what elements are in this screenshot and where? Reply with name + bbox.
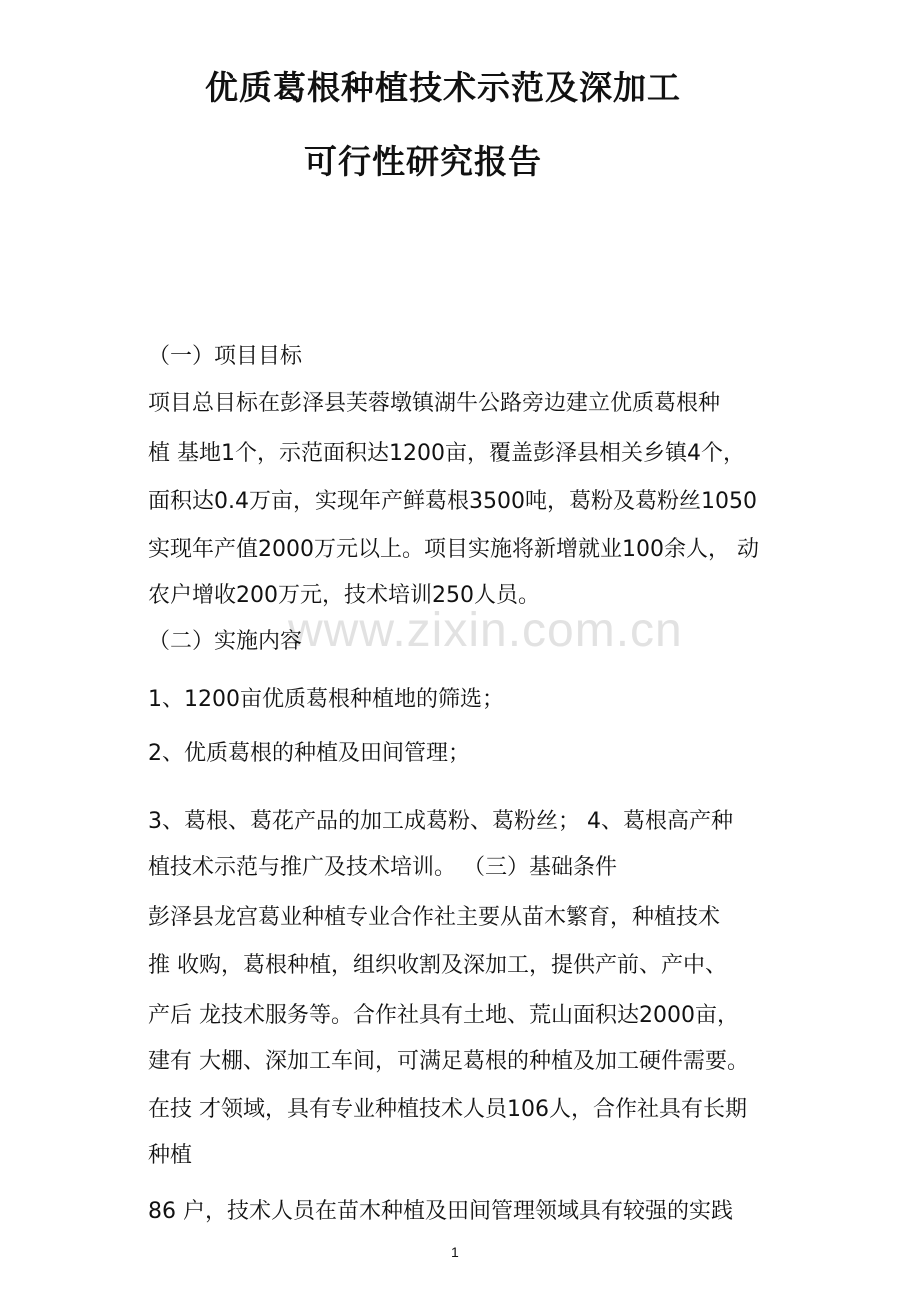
body-line: 种植 (148, 1143, 193, 1168)
list-item: 2、优质葛根的种植及田间管理； (148, 741, 470, 766)
body-line: 建有 大棚、深加工车间，可满足葛根的种植及加工硬件需要。 (148, 1049, 749, 1074)
body-line: 项目总目标在彭泽县芙蓉墩镇湖牛公路旁边建立优质葛根种 (148, 391, 721, 416)
body-line: 实现年产值2000万元以上。项目实施将新增就业100余人， 动 (148, 537, 759, 562)
document-title-line-1: 优质葛根种植技术示范及深加工 (205, 68, 681, 107)
body-line: 86 户，技术人员在苗木种植及田间管理领域具有较强的实践 (148, 1199, 733, 1224)
body-line: 植 基地1个，示范面积达1200亩，覆盖彭泽县相关乡镇4个， (148, 441, 745, 466)
body-line: 农户增收200万元，技术培训250人员。 (148, 583, 540, 608)
body-line: 彭泽县龙宫葛业种植专业合作社主要从苗木繁育，种植技术 (148, 905, 721, 930)
body-line: 推 收购，葛根种植，组织收割及深加工，提供产前、产中、 (148, 953, 727, 978)
watermark: www.zixin.com.cn (288, 604, 683, 657)
body-line: 在技 才领域，具有专业种植技术人员106人，合作社具有长期 (148, 1097, 747, 1122)
section-heading-objectives: （一）项目目标 (148, 344, 303, 369)
document-title-line-2: 可行性研究报告 (304, 142, 542, 181)
section-heading-content: （二）实施内容 (148, 629, 303, 654)
body-line: 面积达0.4万亩，实现年产鲜葛根3500吨，葛粉及葛粉丝1050 (148, 489, 757, 514)
body-line: 产后 龙技术服务等。合作社具有土地、荒山面积达2000亩， (148, 1003, 739, 1028)
page-number: 1 (451, 1244, 459, 1260)
list-item: 3、葛根、葛花产品的加工成葛粉、葛粉丝； 4、葛根高产种 (148, 809, 733, 834)
body-line: 植技术示范与推广及技术培训。 （三）基础条件 (148, 855, 617, 880)
list-item: 1、1200亩优质葛根种植地的筛选； (148, 687, 504, 712)
